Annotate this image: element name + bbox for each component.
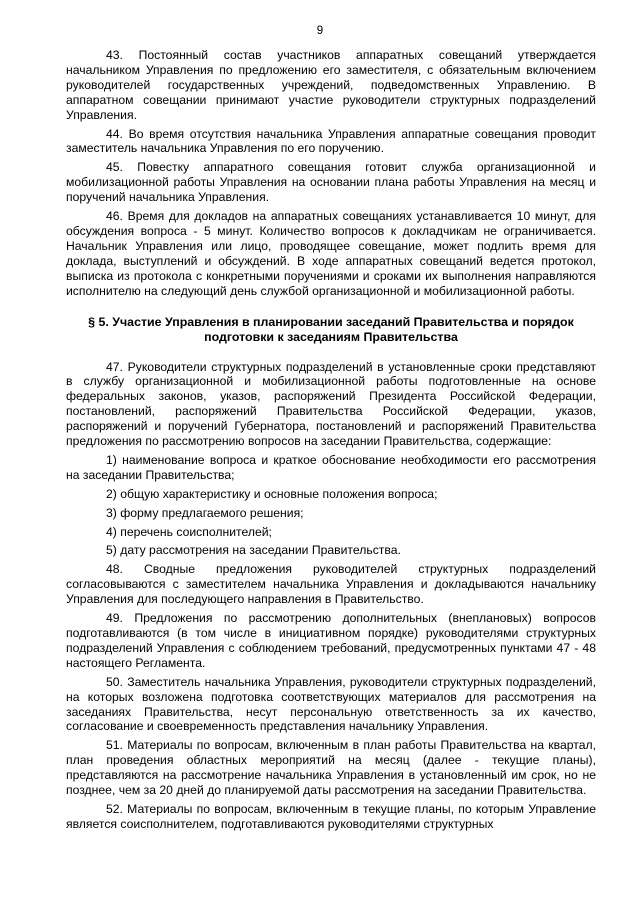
list-item-4: 4) перечень соисполнителей; [106, 524, 272, 539]
section-heading: § 5. Участие Управления в планировании заседаний Правительства и порядок подготовки к заседаниям Правительства [88, 314, 574, 344]
paragraph-47: 47. Руководители структурных подразделений в установленные сроки представляют в службу организационной и мобилизационной работы подготовленные на основе федеральных законов, указов, распоряжений Президента Российской Федерации, постановлений, распоряжений Правительства Российской Федерации, указов, распоряжений и поручений Губернатора, постановлений и распоряжений Правительства предложения по рассмотрению вопросов на заседании Правительства, содержащие: [66, 359, 596, 449]
paragraph-50: 50. Заместитель начальника Управления, руководители структурных подразделений, на которых возложена подготовка соответствующих материалов для рассмотрения на заседаниях Правительства, несут персональную ответственность за их качество, согласование и своевременность представления начальнику Управления. [66, 674, 596, 734]
paragraph-49: 49. Предложения по рассмотрению дополнительных (внеплановых) вопросов подготавливаются (в том числе в инициативном порядке) руководителями структурных подразделений Управления с соблюдением требований, предусмотренных пунктами 47 - 48 настоящего Регламента. [66, 611, 596, 670]
paragraph-43: 43. Постоянный состав участников аппаратных совещаний утверждается начальником Управления по предложению его заместителя, с обязательным включением руководителей государственных учреждений, подведомственных Управлению. В аппаратном совещании принимают участие руководители структурных подразделений Управления. [66, 48, 596, 122]
list-item-1: 1) наименование вопроса и краткое обоснование необходимости его рассмотрения на заседании Правительства; [66, 452, 596, 482]
paragraph-52: 52. Материалы по вопросам, включенным в текущие планы, по которым Управление является соисполнителем, подготавливаются руководителями структурных [66, 801, 596, 831]
paragraph-51: 51. Материалы по вопросам, включенным в план работы Правительства на квартал, план проведения областных мероприятий на месяц (далее - текущие планы), представляются на рассмотрение начальника Управления в установленный им срок, но не позднее, чем за 20 дней до планируемой даты рассмотрения на заседании Правительства. [66, 738, 596, 798]
list-item-3: 3) форму предлагаемого решения; [106, 505, 304, 520]
body-text [66, 48, 596, 832]
list-item-2: 2) общую характеристику и основные положения вопроса; [106, 486, 438, 501]
page-number: 9 [316, 25, 324, 37]
paragraph-46: 46. Время для докладов на аппаратных совещаниях устанавливается 10 минут, для обсуждения вопроса - 5 минут. Количество вопросов к докладчикам не ограничивается. Начальник Управления или лицо, проводящее совещание, может подлить время для доклада, выступлений и обсуждений. В ходе аппаратных совещаний ведется протокол, выписка из протокола с конкретными поручениями и сроками их выполнения направляются исполнителю на следующий день службой организационной и мобилизационной работы. [66, 209, 596, 298]
list-item-5: 5) дату рассмотрения на заседании Правительства. [106, 543, 401, 558]
paragraph-48: 48. Сводные предложения руководителей структурных подразделений согласовываются с заместителем начальника Управления и докладываются начальнику Управления для последующего направления в Правительство. [66, 562, 596, 607]
paragraph-45: 45. Повестку аппаратного совещания готовит служба организационной и мобилизационной работы Управления на основании плана работы Управления на месяц и поручений начальника Управления. [66, 160, 596, 205]
paragraph-44: 44. Во время отсутствия начальника Управления аппаратные совещания проводит заместитель начальника Управления по его поручению. [66, 126, 596, 156]
